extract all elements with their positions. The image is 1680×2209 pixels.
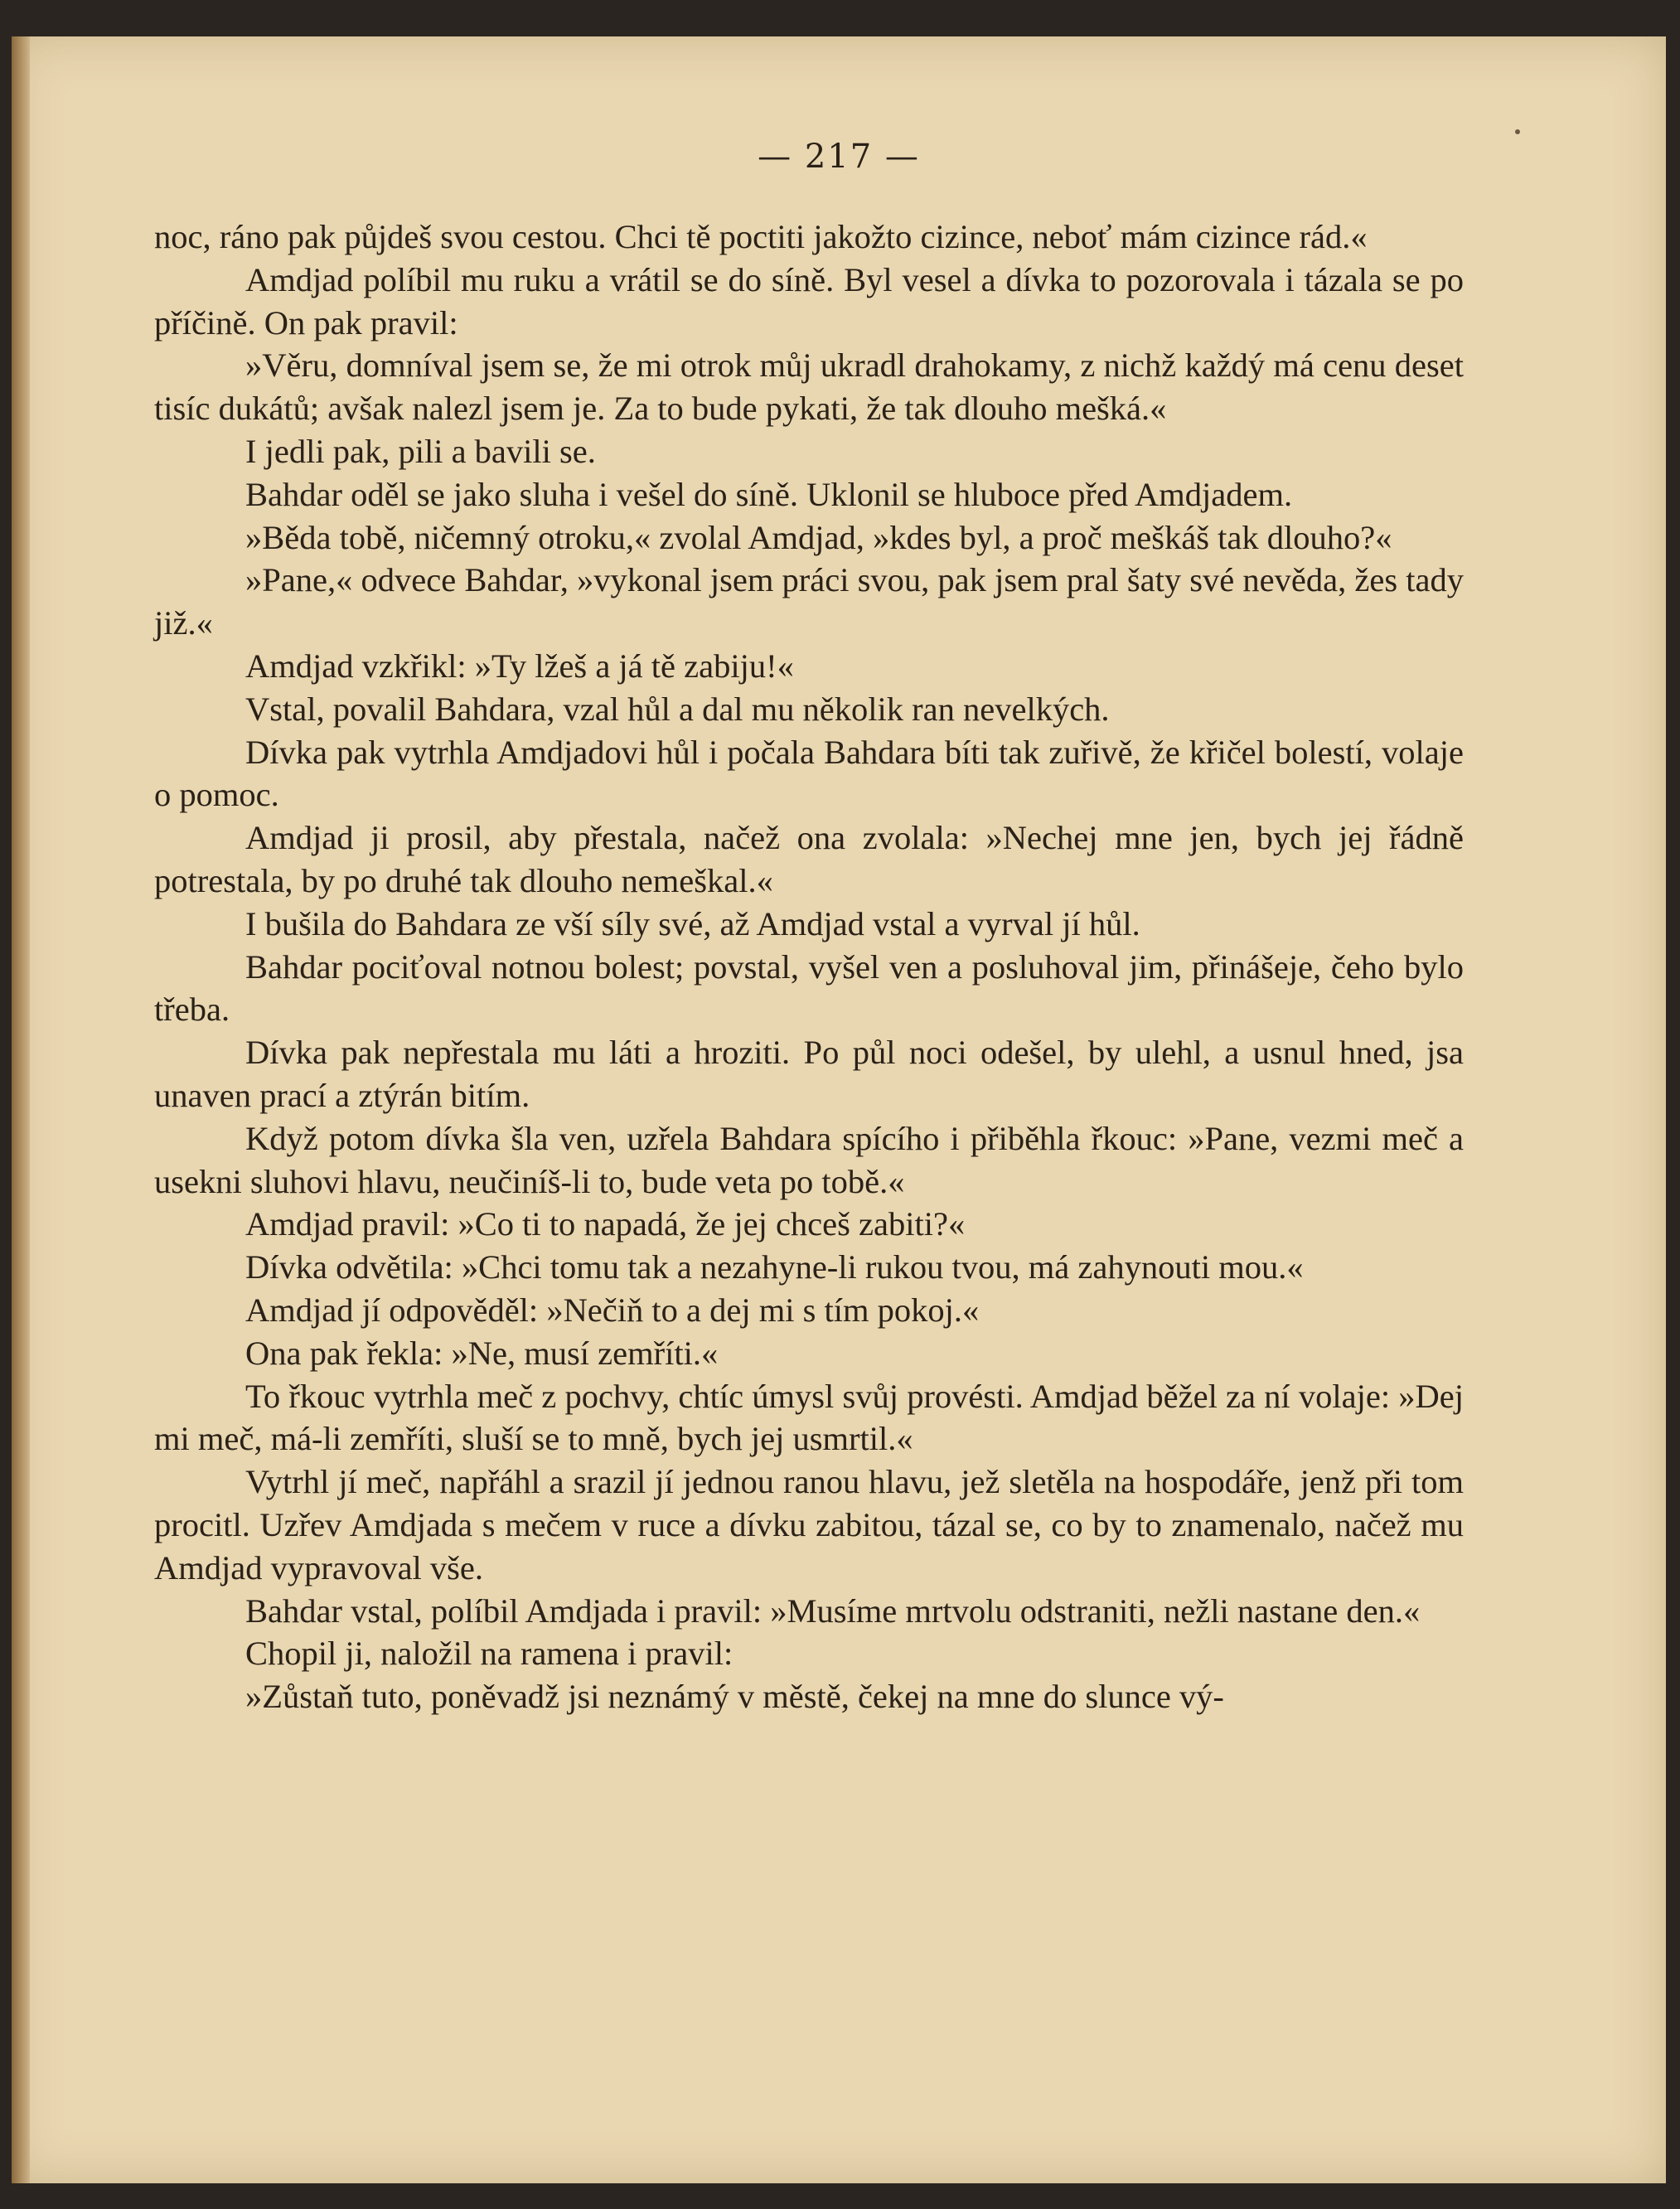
paragraph: Když potom dívka šla ven, uzřela Bahdara spícího i přiběhla řkouc: »Pane, vezmi meč a usekni sluhovi hlavu, neučiníš-li to, bude veta po tobě.« — [154, 1119, 1464, 1200]
page-spine-edge — [12, 36, 30, 2183]
paragraph: I bušila do Bahdara ze vší síly své, až Amdjad vstal a vyrval jí hůl. — [245, 904, 1140, 942]
paragraph: »Věru, domníval jsem se, že mi otrok můj ukradl drahokamy, z nichž každý má cenu deset tisíc dukátů; avšak nalezl jsem je. Za to bude pykati, že tak dlouho mešká.« — [154, 346, 1464, 428]
paragraph: Ona pak řekla: »Ne, musí zemříti.« — [245, 1334, 719, 1372]
paragraph: To řkouc vytrhla meč z pochvy, chtíc úmysl svůj provésti. Amdjad běžel za ní volaje: »Dej mi meč, má-li zemříti, sluší se to mně, bych jej usmrtil.« — [154, 1377, 1464, 1458]
book-page — [12, 36, 1666, 2183]
paragraph: Bahdar pociťoval notnou bolest; povstal, vyšel ven a posluhoval jim, přinášeje, čeho bylo třeba. — [154, 947, 1464, 1029]
page-number: — 217 — — [758, 138, 920, 176]
paragraph: Vytrhl jí meč, napřáhl a srazil jí jednou ranou hlavu, jež sletěla na hospodáře, jenž při tom procitl. Uzřev Amdjada s mečem v ruce a dívku zabitou, tázal se, co by to znamenalo, načež mu Amdjad vypravoval vše. — [154, 1463, 1464, 1587]
paragraph: Vstal, povalil Bahdara, vzal hůl a dal mu několik ran nevelkých. — [245, 690, 1110, 728]
body-text — [154, 216, 1464, 1718]
paragraph: Amdjad pravil: »Co ti to napadá, že jej chceš zabiti?« — [245, 1205, 966, 1243]
paragraph: Dívka pak nepřestala mu láti a hroziti. Po půl noci odešel, by ulehl, a usnul hned, jsa unaven prací a ztýrán bitím. — [154, 1034, 1464, 1114]
paragraph: Amdjad ji prosil, aby přestala, načež ona zvolala: »Nechej mne jen, bych jej řádně potrestala, by po druhé tak dlouho nemeškal.« — [154, 819, 1464, 899]
paragraph: »Běda tobě, ničemný otroku,« zvolal Amdjad, »kdes byl, a proč meškáš tak dlouho?« — [245, 518, 1392, 556]
ink-speck — [1515, 129, 1520, 134]
paragraph: Dívka pak vytrhla Amdjadovi hůl i počala Bahdara bíti tak zuřivě, že křičel bolestí, volaje o pomoc. — [154, 733, 1464, 814]
paragraph: Amdjad jí odpověděl: »Nečiň to a dej mi s tím pokoj.« — [245, 1291, 980, 1329]
paragraph: Bahdar vstal, políbil Amdjada i pravil: »Musíme mrtvolu odstraniti, nežli nastane den.« — [245, 1591, 1421, 1630]
paragraph: Amdjad vzkřikl: »Ty lžeš a já tě zabiju!« — [245, 647, 794, 685]
paragraph: »Pane,« odvece Bahdar, »vykonal jsem práci svou, pak jsem pral šaty své nevěda, žes tady již.« — [154, 561, 1464, 642]
paragraph: Dívka odvětila: »Chci tomu tak a nezahyne-li rukou tvou, má zahynouti mou.« — [245, 1248, 1304, 1286]
paragraph: »Zůstaň tuto, poněvadž jsi neznámý v městě, čekej na mne do slunce vý- — [245, 1678, 1224, 1716]
paragraph: Amdjad políbil mu ruku a vrátil se do síně. Byl vesel a dívka to pozorovala i tázala se po příčině. On pak pravil: — [154, 260, 1464, 342]
paragraph: I jedli pak, pili a bavili se. — [245, 432, 596, 470]
paragraph: noc, ráno pak půjdeš svou cestou. Chci tě poctiti jakožto cizince, neboť mám cizince rád.« — [154, 218, 1368, 255]
paragraph: Bahdar oděl se jako sluha i vešel do síně. Uklonil se hluboce před Amdjadem. — [245, 475, 1293, 513]
paragraph: Chopil ji, naložil na ramena i pravil: — [245, 1635, 733, 1673]
